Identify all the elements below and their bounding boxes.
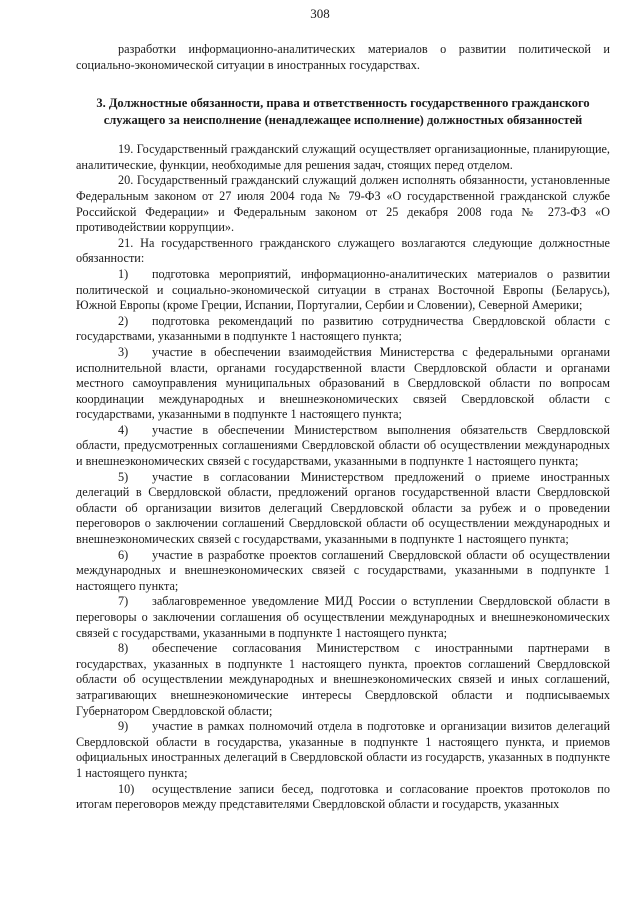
list-item-text: участие в рамках полномочий отдела в подготовке и организации визитов делегаций Свердловской области в государства, указанные в подпункте 1 настоящего пункта, и приемов официальных иностранных делегаций в Свердловской области из государств, указанных в подпункте 1 настоящего пункта;	[76, 719, 610, 780]
list-item-text: участие в согласовании Министерством предложений о приеме иностранных делегаций в Свердловской области, предложений органов государственной власти Свердловской области об организации визитов делегаций Свердловской области за рубеж и о проведении переговоров о заключении соглашений Свердловской области об осуществлении международных и внешнеэкономических связей с государствами, указанными в подпункте 1 настоящего пункта;	[76, 469, 610, 547]
list-item-number: 3)	[118, 344, 129, 359]
list-item-8	[76, 641, 610, 719]
list-item-number: 7)	[118, 594, 129, 609]
list-item-2	[76, 314, 610, 345]
list-item-text: обеспечение согласования Министерством с иностранными партнерами в государствах, указанных в подпункте 1 настоящего пункта, проектов соглашений Свердловской области об осуществлении международных и внешнеэкономических связей и иных соглашений, затрагивающих внешнеэкономические интересы Свердловской области и подписываемых Губернатором Свердловской области;	[76, 641, 610, 718]
list-item-1	[76, 267, 610, 314]
list-item-3	[76, 345, 610, 423]
list-item-number: 5)	[118, 469, 129, 484]
list-item-text: подготовка мероприятий, информационно-аналитических материалов о развитии политической и социально-экономической ситуации в странах Восточной Европы (Беларусь), Южной Европы (кроме Греции, Испании, Португалии, Сербии и Словении), Северной Америки;	[76, 266, 610, 313]
list-item-number: 6)	[118, 547, 129, 562]
intro-paragraph: разработки информационно-аналитических материалов о развитии политической и социально-экономической ситуации в иностранных государствах.	[76, 42, 610, 72]
list-item-text: осуществление записи бесед, подготовка и согласование проектов протоколов по итогам переговоров между представителями Свердловской области и государств, указанных	[76, 781, 610, 812]
list-item-text: подготовка рекомендаций по развитию сотрудничества Свердловской области с государствами, указанными в подпункте 1 настоящего пункта;	[76, 313, 610, 344]
list-item-9	[76, 719, 610, 781]
list-item-text: участие в обеспечении Министерством выполнения обязательств Свердловской области, предусмотренных соглашениями Свердловской области об осуществлении международных и внешнеэкономических связей с государствами, указанными в подпункте 1 настоящего пункта;	[76, 422, 610, 469]
list-item-5	[76, 470, 610, 548]
paragraph-20: 20. Государственный гражданский служащий должен исполнять обязанности, установленные Федеральным законом от 27 июля 2004 года № 79-ФЗ «О государственной гражданской службе Российской Федерации» и Федеральным законом от 25 декабря 2008 года № 273-ФЗ «О противодействии коррупции».	[76, 173, 610, 235]
list-item-number: 4)	[118, 422, 129, 437]
list-item-7	[76, 594, 610, 641]
list-item-number: 1)	[118, 266, 129, 281]
list-item-text: участие в обеспечении взаимодействия Министерства с федеральными органами исполнительной власти, органами государственной власти Свердловской области и органами местного самоуправления муниципальных образований в Свердловской области по вопросам координации международных и внешнеэкономических связей Свердловской области с государствами, указанными в подпункте 1 настоящего пункта;	[76, 344, 610, 422]
list-item-number: 9)	[118, 719, 129, 734]
paragraph-19: 19. Государственный гражданский служащий осуществляет организационные, планирующие, аналитические, функции, необходимые для решения задач, стоящих перед отделом.	[76, 142, 610, 172]
list-item-text: заблаговременное уведомление МИД России о вступлении Свердловской области в переговоры о заключении соглашения об осуществлении международных и внешнеэкономических связей с государствами, указанными в подпункте 1 настоящего пункта;	[76, 594, 610, 640]
document-body	[76, 42, 610, 813]
list-item-6	[76, 548, 610, 595]
list-item-number: 2)	[118, 313, 129, 328]
page-number: 308	[310, 6, 330, 21]
section-heading: 3. Должностные обязанности, права и ответственность государственного гражданского служащего за неисполнение (ненадлежащее исполнение) должностных обязанностей	[96, 96, 590, 127]
list-item-10	[76, 782, 610, 813]
list-item-number: 8)	[118, 641, 129, 656]
list-item-text: участие в разработке проектов соглашений Свердловской области об осуществлении международных и внешнеэкономических связей с государствами, указанными в подпункте 1 настоящего пункта;	[76, 547, 610, 593]
list-item-4	[76, 423, 610, 470]
list-item-number: 10)	[118, 781, 135, 796]
paragraph-21: 21. На государственного гражданского служащего возлагаются следующие должностные обязанности:	[76, 235, 610, 266]
